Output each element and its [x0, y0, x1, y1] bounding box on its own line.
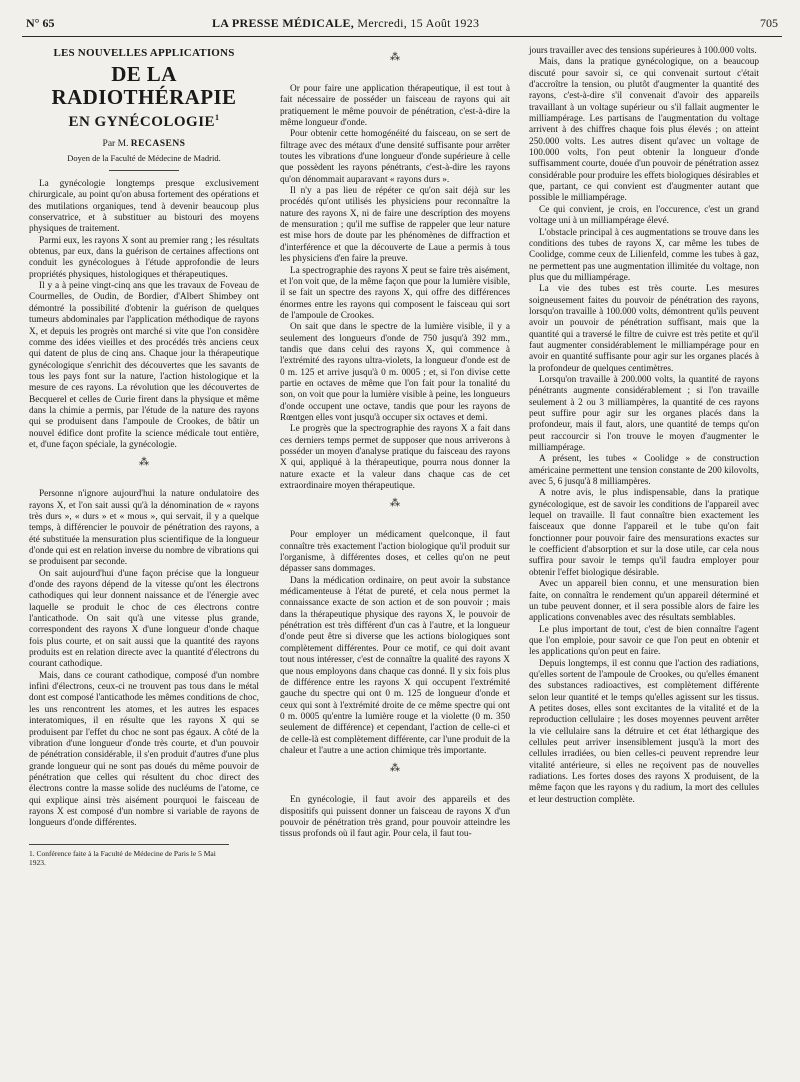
page-header — [22, 12, 782, 37]
footnote-ref: 1 — [215, 113, 220, 123]
heading-rule — [109, 170, 179, 171]
paragraph: Parmi eux, les rayons X sont au premier rang ; les résultats obtenus, par eux, dans la guérison de certaines affections ont conduit les gynécologues à l'étude approfondie de leurs propriétés physiques, histologiques et thérapeutiques. — [29, 235, 259, 280]
paragraph: Il y a à peine vingt-cinq ans que les travaux de Foveau de Courmelles, de Oudin, de Bordier, d'Albert Shimbey ont démontré la possibilité d'obtenir la guérison de quelques tumeurs abdominales par l'application méthodique de rayons X, et depuis les progrès ont marché si vite que l'on considère comme des idées vieilles et des procédés très anciens ceux qui datent de plus de cinq ans. Chaque jour la thérapeutique gynécologique s'enrichit des découvertes que les savants de tous les pays font sur la nature, l'action histologique et la mesure de ces rayons. La révolution que les découvertes de Becquerel et celles de Curie firent dans la physique et même dans la chimie a permis, par l'étude de la nature des rayons qui se produisent dans l'ampoule de Crookes, de bâtir un nouvel édifice dont profite la science médicale tout entière, et, d'une façon spéciale, la gynécologie. — [29, 281, 259, 450]
section-separator: ⁂ — [139, 457, 149, 469]
page-number: 705 — [760, 16, 778, 30]
byline-prefix: Par M. — [102, 139, 129, 150]
paragraph: Pour obtenir cette homogénéité du faisceau, on se sert de filtrage avec des métaux d'une densité suffisante pour arrêter toutes les vibrations d'une longueur d'onde supérieure à celle que possèdent les rayons pénétrants, c'est-à-dire les rayons qu'on dénommait auparavant « rayons durs ». — [280, 129, 510, 185]
article-title: DE LA RADIOTHÉRAPIE — [51, 62, 237, 110]
paragraph: On sait que dans le spectre de la lumière visible, il y a seulement des longueurs d'onde de 750 jusqu'à 392 mm., tandis que dans celui des rayons X, qui commence à l'extrémité des rayons ultra-violets, la longueur d'onde est de 0 m. 125 et arrive jusqu'à 0 m. 0005 ; et, si l'on divise cette partie en octaves de même que l'on fait pour la tonalité du son, on voit que pour la lumière visible à peine, les longueurs d'onde occupent une octave, tandis que pour les rayons de Rœntgen elles vont jusqu'à occuper six octaves et demi. — [280, 322, 510, 423]
column-2 — [280, 46, 510, 841]
issue-number: N° 65 — [26, 16, 55, 30]
paragraph: Lorsqu'on travaille à 200.000 volts, la quantité de rayons pénétrants augmente considérablement ; si l'on travaille seulement à 2 ou 3 milliampères, la quantité de ces rayons peut suffire pour agir sur les organes placés dans la profondeur, mais il faut, alors, une quantité de temps qu'on peut raccourcir si l'on trouve le moyen d'augmenter le milliampérage. — [529, 374, 759, 454]
paragraph: Ce qui convient, je crois, en l'occurence, c'est un grand voltage uni à un milliampérage élevé. — [529, 204, 759, 227]
article-subtitle-text: EN GYNÉCOLOGIE — [68, 114, 216, 131]
section-separator: ⁂ — [390, 52, 400, 63]
paragraph: La vie des tubes est très courte. Les mesures soigneusement faites du pouvoir de pénétration des rayons, lorsqu'on travaille à 100.000 volts, démontrent qu'ils peuvent avoir un pouvoir de pénétration suffisant, mais que la quantité qui a traversé le filtre de cuivre est très petite et qu'il faut augmenter considérablement le milliampérage pour en avoir en quantité suffisante pour agir sur les organes placés à la profondeur de quelques centimètres. — [529, 284, 759, 374]
paragraph: Le plus important de tout, c'est de bien connaître l'agent que l'on emploie, pour savoir ce que l'on peut en obtenir et les applications qu'on peut en faire. — [529, 624, 759, 658]
section-separator: ⁂ — [390, 763, 400, 775]
paragraph: Mais, dans la pratique gynécologique, on a beaucoup discuté pour savoir si, ce qui convenait surtout c'était d'accroître la tension, ou plutôt d'augmenter la quantité des rayons, c'est-à-dire s'il convenait d'avoir des appareils travaillant à un voltage supérieur ou s'il fallait augmenter le milliampérage. Les partisans de l'augmentation du voltage arrivent à des chiffres chaque fois plus élevés ; on atteint 250.000 volts. Les autres disent qu'avec un voltage de 100.000 volts, l'on peut obtenir la longueur d'onde suffisamment courte, douée d'un pouvoir de pénétration assez considérable pour produire les effets biologiques désirables et que, partant, ce qui convient est d'augmenter autant que possible le milliampérage. — [529, 57, 759, 204]
paragraph: Avec un appareil bien connu, et une mensuration bien faite, on connaîtra le rendement qu'un appareil déterminé et un tube peuvent donner, et il sera possible alors de faire les applications convenables avec des résultats semblables. — [529, 579, 759, 624]
newspaper-page — [22, 12, 782, 1076]
paragraph: On sait aujourd'hui d'une façon précise que la longueur d'onde des rayons dépend de la vitesse qu'ont les électrons cathodiques qui leur donnent naissance et de l'énergie avec laquelle se produit le choc de ces électrons contre l'anticathode. On sait qu'à une vitesse plus grande, correspondent des rayons X d'une longueur d'onde chaque fois plus courte, et on sait aussi que la quantité des rayons produits est en relation directe avec la quantité d'électrons du courant cathodique. — [29, 568, 259, 670]
column-3 — [529, 46, 759, 806]
paragraph: La spectrographie des rayons X peut se faire très aisément, et l'on voit que, de la même façon que pour la lumière visible, il se fait un spectre des rayons X, qui offre des différences énormes entre les rayons qui composent le faisceau qui sort de l'ampoule de Crookes. — [280, 265, 510, 321]
article-heading — [29, 48, 259, 171]
author-affiliation: Doyen de la Faculté de Médecine de Madrid. — [67, 152, 221, 163]
paragraph: A notre avis, le plus indispensable, dans la pratique gynécologique, est de savoir les conditions de l'appareil avec lequel on travaille. Il faut connaître bien exactement les faisceaux que donne l'appareil et le tube qu'on fait fonctionner pour pouvoir faire des mensurations exactes sur le coefficient d'absorption et sur la dose utile, car cela nous suffira pour savoir le temps qu'il faudra employer pour obtenir l'effet biologique désirable. — [529, 488, 759, 578]
paragraph: Il n'y a pas lieu de répéter ce qu'on sait déjà sur les procédés qu'ont utilisés les physiciens pour reconnaître la nature des rayons X, ni de faire une description des moyens de mensuration ; qu'il me suffise de rappeler que leur nature est mise hors de doute par les phénomènes de diffraction et d'interférence et que la découverte de Laue a permis à tous les physiciens d'en faire la preuve. — [280, 186, 510, 265]
paragraph: L'obstacle principal à ces augmentations se trouve dans les conditions des tubes de rayons X, car même les tubes de Coolidge, comme ceux de Lilienfeld, comme les tubes à gaz, ne permettent pas une augmentation illimitée du voltage, non plus que du milliampérage. — [529, 227, 759, 283]
issue-date: Mercredi, 15 Août 1923 — [357, 16, 480, 30]
paragraph: A présent, les tubes « Coolidge » de construction américaine permettent une tension constante de 200 kilovolts, avec 5, 6 jusqu'à 8 milliampères. — [529, 454, 759, 488]
paragraph: Pour employer un médicament quelconque, il faut connaître très exactement l'action biologique qu'il produit sur l'organisme, à différentes doses, et celles qu'on ne peut dépasser sans dommages. — [280, 530, 510, 575]
article-kicker: LES NOUVELLES APPLICATIONS — [53, 47, 235, 59]
paragraph: La gynécologie longtemps presque exclusivement chirurgicale, au point qu'on abusa fortement des opérations et des mutilations organiques, tend à devenir beaucoup plus conservatrice, et à substituer au bistouri des moyens physiques de traitement. — [29, 179, 259, 235]
footnotes — [29, 844, 229, 868]
paragraph: jours travailler avec des tensions supérieures à 100.000 volts. — [529, 46, 757, 56]
paragraph: En gynécologie, il faut avoir des appareils et des dispositifs qui puissent donner un faisceau de rayons X d'un pouvoir de pénétration très grand, pour pouvoir atteindre les tissus profonds où il faut agir. Pour cela, il faut tou- — [280, 795, 510, 840]
author-name: RECASENS — [130, 139, 186, 150]
byline — [29, 139, 259, 150]
section-separator: ⁂ — [390, 498, 400, 510]
journal-name: LA PRESSE MÉDICALE, — [212, 16, 355, 30]
footnote: 1. Conférence faite à la Faculté de Médecine de Paris le 5 Mai 1923. — [29, 848, 216, 868]
running-title — [212, 16, 479, 31]
paragraph: Mais, dans ce courant cathodique, composé d'un nombre infini d'électrons, ceux-ci ne trouvent pas tous dans le métal dont est composé l'anticathode les mêmes conditions de choc, les uns rencontrent les atomes, et les autres les espaces interatomiques, il en résulte que les rayons X qui se produisent par l'effet du choc ne sont pas égaux. A côté de la vibration d'une longueur d'onde très courte, et d'un pouvoir de pénétration considérable, il s'en produit d'autres d'une plus grande longueur qui ne sont pas doués du même pouvoir de pénétration que celles qui résultent du choc direct des électrons contre la masse solide des nucléums de l'atome, ce qui explique ainsi très aisément pourquoi le faisceau de rayons X est composé d'un nombre si variable de rayons de longueurs d'onde différentes. — [29, 670, 259, 829]
column-1 — [29, 46, 259, 868]
paragraph: Depuis longtemps, il est connu que l'action des radiations, qu'elles sortent de l'ampoule de Crookes, ou qu'elles émanent des substances radioactives, est complètement différente selon leur quantité et le temps qu'elles agissent sur les tissus. A petites doses, elles sont excitantes de la vitalité et de la reproduction cellulaire ; les doses moyennes peuvent arrêter la vie cellulaire sans la détruire et cet état léthargique des cellules peut arriver insensiblement jusqu'à la mort des cellules irradiées, ou bien celles-ci peuvent reprendre leur vitalité antérieure, si elles ne reçoivent pas de nouvelles radiations. Les fortes doses des rayons X produisent, de la même façon que les rayons γ du radium, la mort des cellules et leur destruction complète. — [529, 658, 759, 805]
paragraph: Or pour faire une application thérapeutique, il est tout à fait nécessaire de posséder un faisceau de rayons qui ait pratiquement le même pouvoir de pénétration, c'est-à-dire la même longueur d'onde. — [280, 84, 510, 129]
paragraph: Personne n'ignore aujourd'hui la nature ondulatoire des rayons X, et l'on sait aussi qu'à la dénomination de « rayons très durs », « durs » et « mous », qui servait, il y a quelque temps, à différencier le pouvoir de pénétration des rayons, a été substituée la mensuration plus scientifique de la longueur d'onde qui est en relation inverse du nombre de vibrations qui se produisent par seconde. — [29, 489, 259, 568]
paragraph: Dans la médication ordinaire, on peut avoir la substance médicamenteuse à l'état de pureté, et cela nous permet la connaissance exacte de son action et de son pouvoir ; mais dans la thérapeutique physique des rayons X, le pouvoir de pénétration est très différent d'un cas à l'autre, et la longueur d'onde peut être si diverse que les actions biologiques sont complètement différentes. Pour ce motif, ce qui doit avant tout nous intéresser, c'est de connaître la qualité des rayons X que nous employons dans chaque cas donné. Il y six fois plus de différence entre les rayons X qui occupent l'extrémité gauche du spectre qui ont 0 m. 125 de longueur d'onde et ceux qui sont à l'extrémité droite de ce même spectre qui ont 0 m. 0005 qu'entre la lumière rouge et la violette (0 m. 350 seulement de différence) et cependant, l'action de celle-ci et de celle-là est complètement différente, car l'une produit de la chaleur et l'autre a une action chimique très importante. — [280, 575, 510, 756]
article-subtitle — [29, 109, 259, 131]
paragraph: Le progrès que la spectrographie des rayons X a fait dans ces derniers temps permet de supposer que nous arriverons à posséder un moyen d'analyse pratique du faisceau des rayons X qui, appliqué à la thérapeutique, pourra nous donner la nature exacte et la valeur dans chaque cas de cet extraordinaire moyen thérapeutique. — [280, 424, 510, 492]
